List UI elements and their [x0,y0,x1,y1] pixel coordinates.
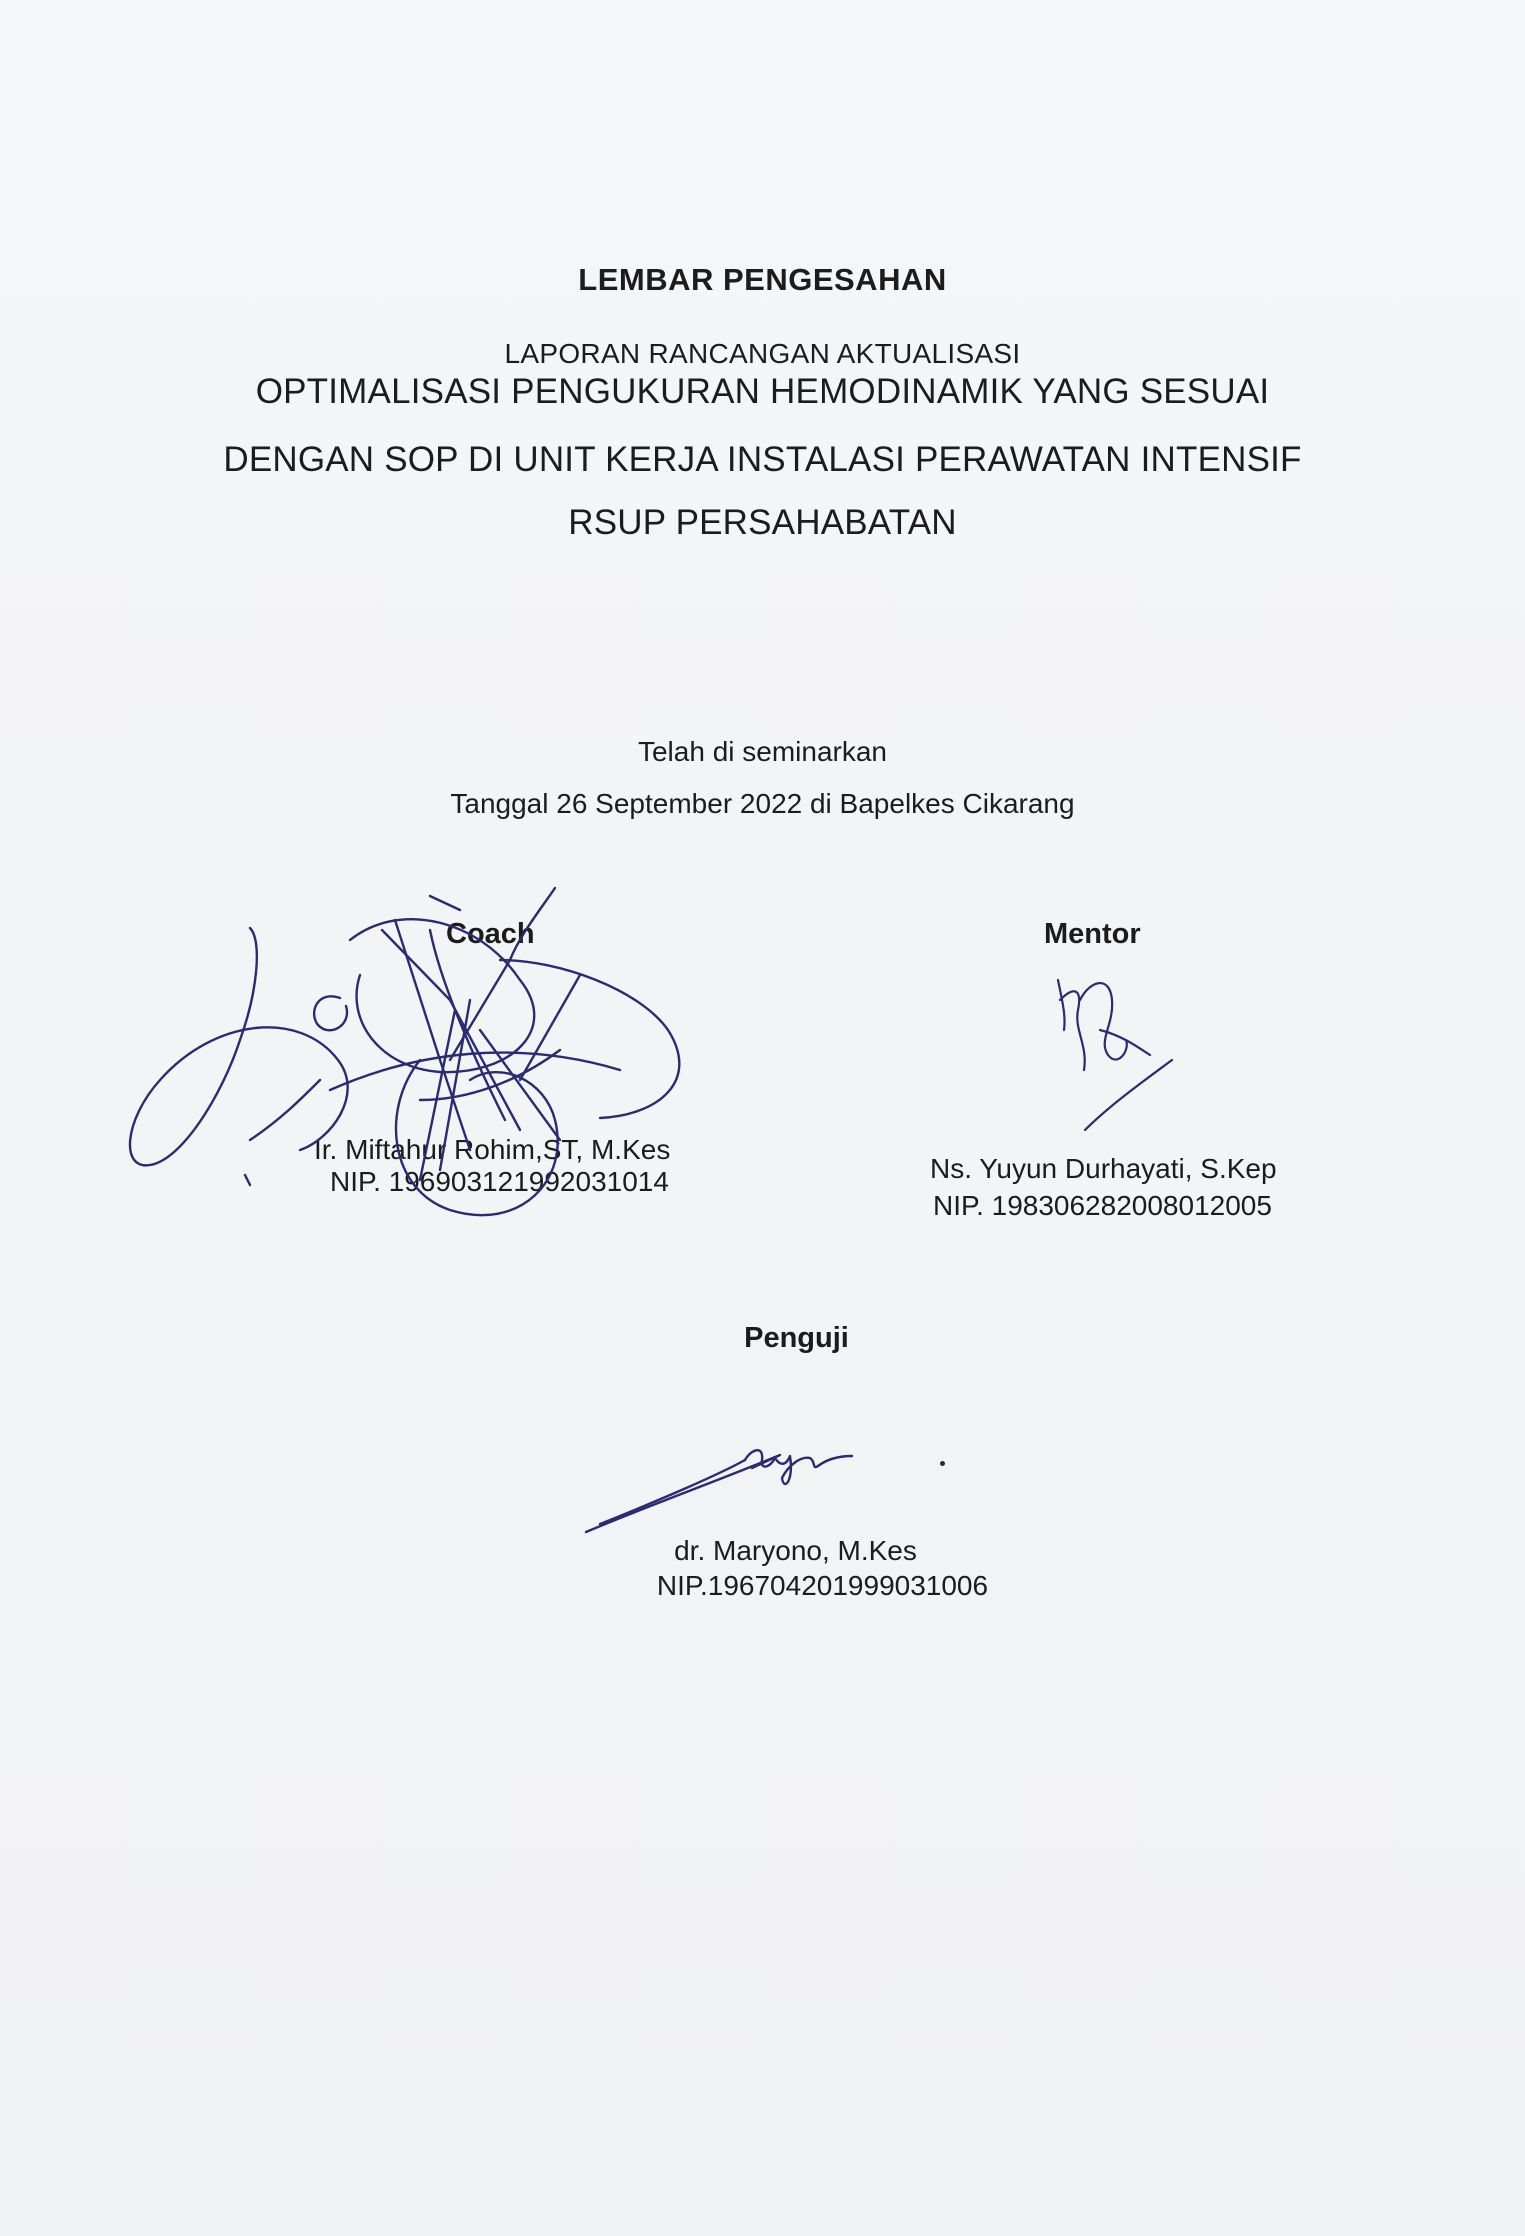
coach-nip: NIP. 196903121992031014 [330,1166,669,1197]
coach-name: Ir. Miftahur Rohim,ST, M.Kes [314,1134,671,1165]
seminar-date-location: Tanggal 26 September 2022 di Bapelkes Cikarang [450,788,1075,819]
document-subtitle: LAPORAN RANCANGAN AKTUALISASI [504,338,1021,369]
mentor-role-label: Mentor [1044,918,1141,950]
coach-role-label: Coach [446,918,535,950]
penguji-name: dr. Maryono, M.Kes [674,1535,917,1566]
document-heading: LEMBAR PENGESAHAN [578,262,947,297]
penguji-nip: NIP.196704201999031006 [656,1570,989,1601]
seminar-statement: Telah di seminarkan [637,736,888,767]
document-title-line-1: OPTIMALISASI PENGUKURAN HEMODINAMIK YANG SESUAI [255,372,1270,411]
penguji-role-label: Penguji [744,1322,849,1354]
mentor-name: Ns. Yuyun Durhayati, S.Kep [930,1153,1277,1184]
mentor-nip: NIP. 198306282008012005 [933,1190,1272,1221]
document-title-line-3: RSUP PERSAHABATAN [568,503,957,542]
document-title-line-2: DENGAN SOP DI UNIT KERJA INSTALASI PERAWATAN INTENSIF [223,440,1302,479]
ink-dot [940,1461,945,1466]
